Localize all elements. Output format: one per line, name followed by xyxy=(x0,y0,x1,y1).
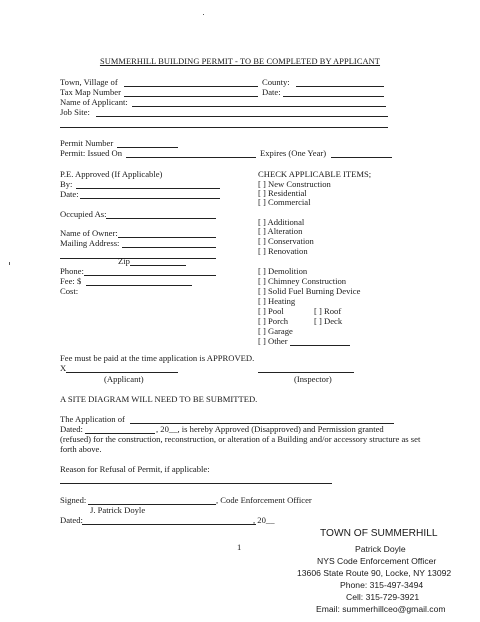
date-label: Date: xyxy=(262,87,281,97)
date-field[interactable] xyxy=(283,96,384,97)
check-porch[interactable]: [ ] Porch xyxy=(258,316,289,326)
applicant-name-field[interactable] xyxy=(132,106,386,107)
dated-label: Dated: xyxy=(60,424,83,434)
fee-field[interactable] xyxy=(86,285,192,286)
check-other[interactable]: [ ] Other xyxy=(258,336,288,346)
signed-label: Signed: xyxy=(60,495,87,505)
contact-email[interactable]: Email: summerhillceo@gmail.com xyxy=(316,604,446,614)
check-heating[interactable]: [ ] Heating xyxy=(258,296,296,306)
check-alteration[interactable]: [ ] Alteration xyxy=(258,226,303,236)
town-village-field[interactable] xyxy=(124,86,258,87)
expires-label: Expires (One Year) xyxy=(260,148,327,158)
refused-text: (refused) for the construction, reconstruction, or alteration of a Building and/or accessory structure as set xyxy=(60,434,421,444)
signer-name: J. Patrick Doyle xyxy=(90,505,146,515)
permit-issued-field[interactable] xyxy=(126,157,256,158)
tax-map-field[interactable] xyxy=(124,96,258,97)
job-site-field-2[interactable] xyxy=(60,127,388,128)
check-conservation[interactable]: [ ] Conservation xyxy=(258,236,314,246)
permit-issued-label: Permit: Issued On xyxy=(60,148,123,158)
x-mark: X xyxy=(60,363,67,373)
expires-field[interactable] xyxy=(331,157,392,158)
by-field[interactable] xyxy=(76,188,220,189)
check-roof[interactable]: [ ] Roof xyxy=(314,306,342,316)
town-village-label: Town, Village of xyxy=(60,77,118,87)
applicant-signature-line[interactable] xyxy=(66,372,178,373)
phone-label: Phone: xyxy=(60,266,84,276)
by-label: By: xyxy=(60,179,73,189)
contact-role: NYS Code Enforcement Officer xyxy=(317,556,437,566)
owner-field[interactable] xyxy=(118,237,216,238)
fee-label: Fee: $ xyxy=(60,276,82,286)
code-officer-label: , Code Enforcement Officer xyxy=(216,495,312,505)
job-site-field[interactable] xyxy=(96,116,388,117)
job-site-label: Job Site: xyxy=(60,107,90,117)
check-solid-fuel[interactable]: [ ] Solid Fuel Burning Device xyxy=(258,286,361,296)
contact-cell: Cell: 315-729-3921 xyxy=(346,592,420,602)
dated2-field[interactable] xyxy=(82,524,256,525)
form-title: SUMMERHILL BUILDING PERMIT - TO BE COMPLETED BY APPLICANT xyxy=(99,57,381,66)
date2-label: Date: xyxy=(60,189,79,199)
check-demolition[interactable]: [ ] Demolition xyxy=(258,266,308,276)
zip-field[interactable] xyxy=(130,265,186,266)
page-number: 1 xyxy=(237,542,242,552)
contact-phone: Phone: 315-497-3494 xyxy=(340,580,424,590)
mailing-field-2[interactable] xyxy=(60,258,216,259)
check-additional[interactable]: [ ] Additional xyxy=(258,217,305,227)
applicant-name-label: Name of Applicant: xyxy=(60,97,128,107)
date2-field[interactable] xyxy=(80,198,220,199)
check-commercial[interactable]: [ ] Commercial xyxy=(258,197,311,207)
forth-above-text: forth above. xyxy=(60,444,102,454)
application-of-label: The Application of xyxy=(60,414,125,424)
refusal-reason-label: Reason for Refusal of Permit, if applicable: xyxy=(60,464,210,474)
other-field[interactable] xyxy=(290,345,350,346)
checklist-heading: CHECK APPLICABLE ITEMS; xyxy=(258,169,372,179)
check-renovation[interactable]: [ ] Renovation xyxy=(258,246,308,256)
scan-speck xyxy=(9,262,10,265)
inspector-signature-line[interactable] xyxy=(258,372,354,373)
county-label: County: xyxy=(262,77,290,87)
check-garage[interactable]: [ ] Garage xyxy=(258,326,293,336)
mailing-field[interactable] xyxy=(122,247,216,248)
pe-approved-label: P.E. Approved (If Applicable) xyxy=(60,169,163,179)
dated2-label: Dated: xyxy=(60,515,83,525)
owner-label: Name of Owner: xyxy=(60,228,118,238)
check-chimney[interactable]: [ ] Chimney Construction xyxy=(258,276,347,286)
tax-map-label: Tax Map Number xyxy=(60,87,121,97)
contact-address: 13606 State Route 90, Locke, NY 13092 xyxy=(297,568,452,578)
dated2-suffix: , 20__ xyxy=(253,515,275,525)
fee-note: Fee must be paid at the time application is APPROVED. xyxy=(60,353,255,363)
check-pool[interactable]: [ ] Pool xyxy=(258,306,284,316)
check-residential[interactable]: [ ] Residential xyxy=(258,188,307,198)
refusal-reason-field[interactable] xyxy=(60,483,332,484)
mailing-label: Mailing Address: xyxy=(60,238,120,248)
permit-number-field[interactable] xyxy=(117,147,178,148)
scan-speck xyxy=(203,14,204,15)
site-diagram-notice: A SITE DIAGRAM WILL NEED TO BE SUBMITTED. xyxy=(60,394,258,404)
applicant-label: (Applicant) xyxy=(104,374,144,384)
inspector-label: (Inspector) xyxy=(294,374,332,384)
zip-label: Zip xyxy=(118,256,130,266)
check-deck[interactable]: [ ] Deck xyxy=(314,316,343,326)
occupied-label: Occupied As: xyxy=(60,209,107,219)
county-field[interactable] xyxy=(296,86,384,87)
check-new-construction[interactable]: [ ] New Construction xyxy=(258,179,331,189)
contact-name: Patrick Doyle xyxy=(355,544,406,554)
permit-number-label: Permit Number xyxy=(60,138,114,148)
cost-label: Cost: xyxy=(60,286,79,296)
phone-field[interactable] xyxy=(84,275,216,276)
approval-text: , 20__, is hereby Approved (Disapproved) and Permission granted xyxy=(156,424,384,434)
occupied-field[interactable] xyxy=(106,218,216,219)
contact-town: TOWN OF SUMMERHILL xyxy=(320,528,438,539)
